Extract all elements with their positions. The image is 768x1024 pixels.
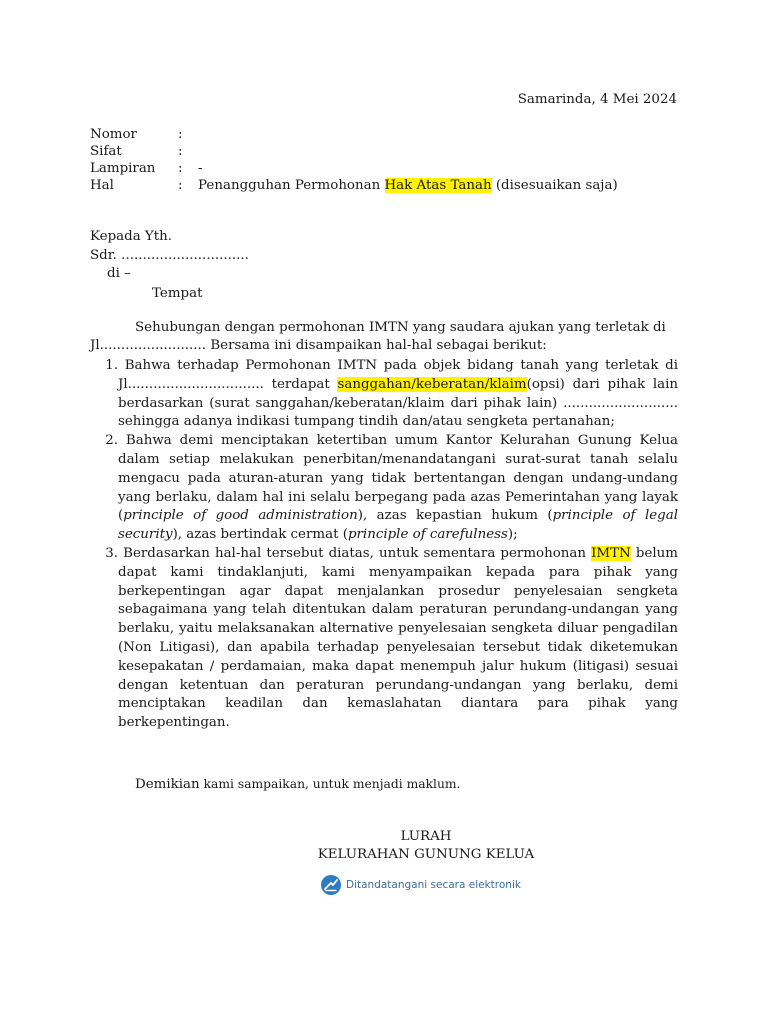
item1-highlight: sanggahan/keberatan/klaim (337, 376, 527, 392)
meta-sifat-colon: : (178, 144, 183, 159)
recipient-location-prefix: di – (107, 266, 131, 281)
item2-text-2: ), azas kepastian hukum ( (357, 508, 553, 524)
meta-lampiran-colon: : (178, 161, 183, 176)
e-signature-badge (320, 874, 521, 896)
list-item-number: 2. (105, 433, 118, 449)
hal-text-post: (disesuaikan saja) (491, 178, 618, 193)
meta-nomor-colon: : (178, 127, 183, 142)
signature-title-2: KELURAHAN GUNUNG KELUA (317, 847, 535, 862)
intro-line-2: Jl......................... Bersama ini disampaikan hal-hal sebagai berikut: (90, 338, 547, 353)
meta-sifat-label: Sifat (90, 144, 122, 159)
item3-highlight: IMTN (591, 545, 631, 561)
item3-text-post: belum dapat kami tindaklanjuti, kami menyampaikan kepada para pihak yang berkepentingan agar dapat menjalankan prosedur penyelesaian sengketa sebagaimana yang telah ditentukan dalam peraturan perundang-undangan yang berlaku, yaitu melaksanakan alternative penyelesaian sengketa diluar pengadilan (Non Litigasi), dan apabila terhadap penyelesaian tersebut tidak diketemukan kesepakatan / perdamaian, maka dapat menempuh jalur hukum (litigasi) sesuai dengan ketentuan dan peraturan perundang-undangan yang berlaku, demi menciptakan keadilan dan kemaslahatan diantara para pihak yang berkepentingan. (118, 545, 678, 731)
item2-text-1: Bahwa demi menciptakan ketertiban umum Kantor Kelurahan Gunung Kelua dalam setiap melakukan penerbitan/menandatangani surat-surat tanah selalu mengacu pada aturan-aturan yang tidak bertentangan dengan undang-undang yang berlaku, dalam hal ini selalu berpegang pada azas Pemerintahan yang layak ( (118, 433, 678, 524)
item1-text-pre: Bahwa terhadap Permohonan IMTN pada objek bidang tanah yang terletak di Jl................................ terdapat (118, 358, 678, 392)
meta-hal-label: Hal (90, 178, 114, 193)
list-item (90, 545, 678, 733)
e-signature-text: Ditandatangani secara elektronik (346, 879, 521, 891)
list-item (90, 357, 678, 432)
list-item-number: 1. (105, 358, 118, 373)
meta-lampiran-value: - (198, 161, 203, 176)
hal-text-pre: Penangguhan Permohonan (198, 178, 385, 193)
meta-nomor-label: Nomor (90, 127, 137, 142)
e-signature-icon (320, 874, 342, 896)
recipient-name: Sdr. .............................. (90, 248, 249, 263)
points-list (90, 357, 678, 733)
recipient-location: Tempat (152, 286, 203, 301)
meta-lampiran-label: Lampiran (90, 161, 156, 176)
letter-date: Samarinda, 4 Mei 2024 (517, 92, 677, 107)
item1-text-post: (opsi) dari pihak lain berdasarkan (surat sanggahan/keberatan/klaim dari pihak lain) ........................... sehingga adanya indikasi tumpang tindih dan/atau sengketa pertanahan; (118, 376, 678, 430)
list-item (90, 432, 678, 545)
closing-lead: Demikian (135, 777, 200, 792)
item2-text-4: ); (507, 527, 518, 543)
closing-text (135, 777, 460, 792)
meta-hal-value (198, 178, 618, 193)
item2-italic-3: principle of carefulness (347, 527, 508, 543)
item2-italic-2: principle of legal security (118, 508, 678, 543)
closing-rest: kami sampaikan, untuk menjadi maklum. (199, 777, 461, 791)
list-item-text (118, 545, 678, 733)
meta-hal-colon: : (178, 178, 183, 193)
list-item-text (118, 357, 678, 432)
signature-title-1: LURAH (400, 829, 452, 844)
list-item-text (118, 432, 678, 545)
intro-line-1: Sehubungan dengan permohonan IMTN yang saudara ajukan yang terletak di (135, 320, 666, 335)
list-item-number: 3. (105, 545, 118, 561)
item2-text-3: ), azas bertindak cermat ( (172, 527, 348, 543)
item2-italic-1: principle of good administration (123, 508, 358, 524)
recipient-greeting: Kepada Yth. (90, 229, 173, 244)
hal-text-highlight: Hak Atas Tanah (384, 178, 492, 193)
item3-text-pre: Berdasarkan hal-hal tersebut diatas, untuk sementara permohonan (123, 545, 592, 561)
